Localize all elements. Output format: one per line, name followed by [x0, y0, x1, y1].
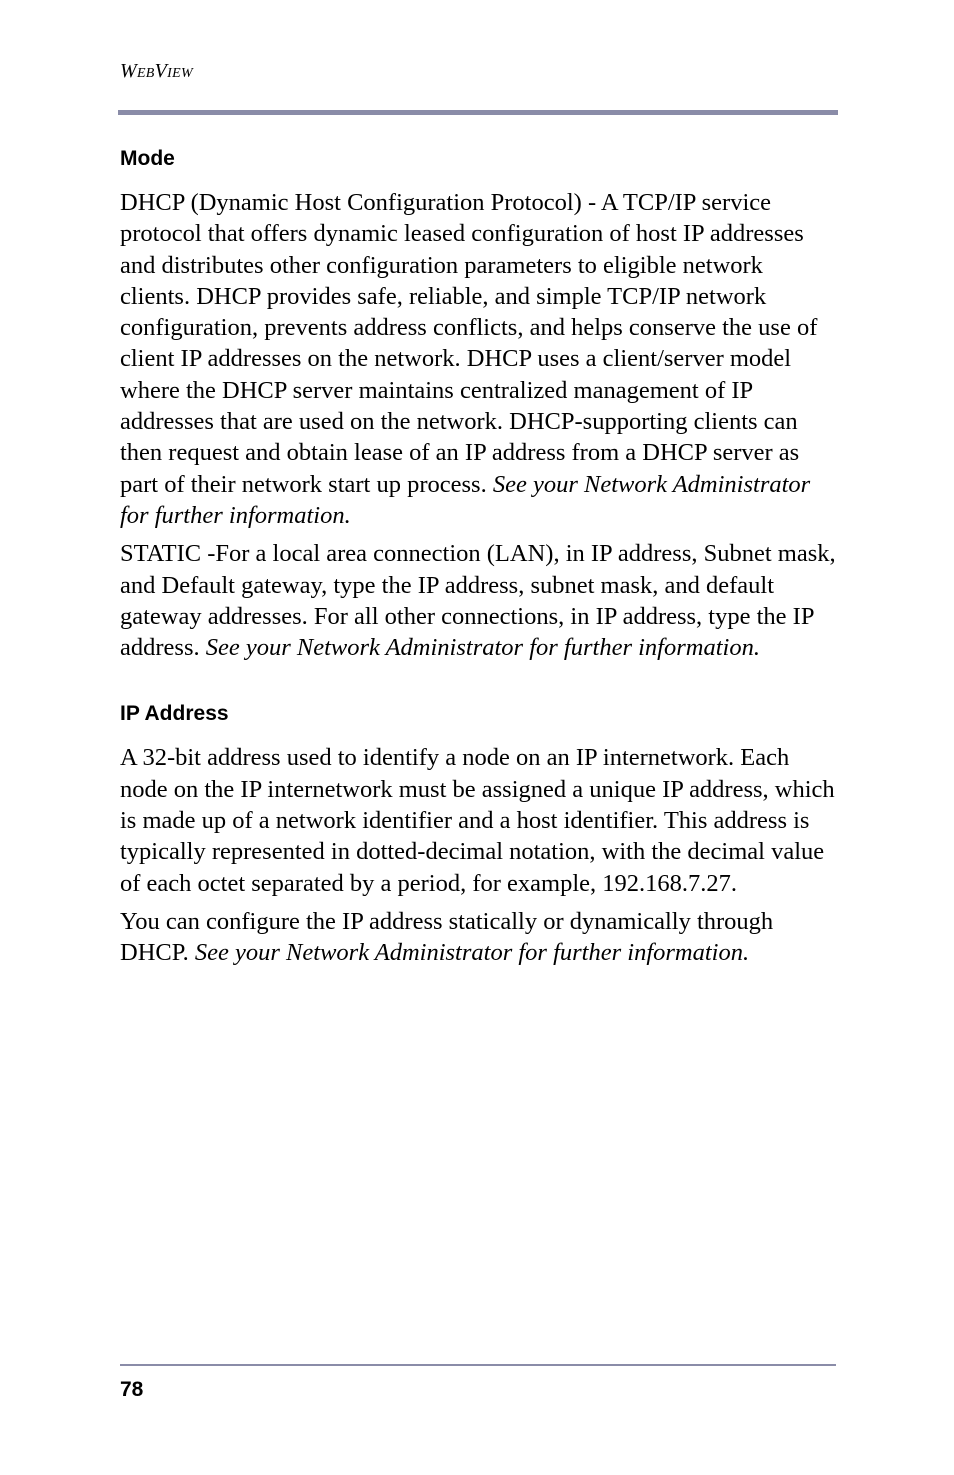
running-header: WebView: [120, 60, 193, 82]
paragraph-text: STATIC -For a local area connection (LAN), in IP address, Subnet mask, and Default gateway, type the IP address, subnet mask, and default gateway addresses. For all other connections, in IP address, type the IP address.: [120, 540, 836, 662]
section-spacer: [120, 670, 836, 698]
ip-address-definition-paragraph: [120, 742, 836, 898]
paragraph-text: A 32-bit address used to identify a node on an IP internetwork. Each node on the IP internetwork must be assigned a unique IP address, which is made up of a network identifier and a host identifier. This address is typically represented in dotted-decimal notation, with the decimal value of each octet separated by a period, for example, 192.168.7.27.: [120, 744, 835, 897]
paragraph-emphasis: See your Network Administrator for further information.: [205, 634, 760, 662]
paragraph-emphasis: See your Network Administrator for further information.: [120, 470, 811, 529]
section-heading-mode: Mode: [120, 147, 175, 170]
paragraph-text: You can configure the IP address statically or dynamically through DHCP.: [120, 907, 774, 967]
ip-address-config-paragraph: [120, 906, 836, 969]
mode-static-paragraph: [120, 538, 836, 663]
page-number: 78: [120, 1378, 144, 1401]
header-rule: [118, 110, 838, 115]
footer-rule: [120, 1364, 836, 1366]
paragraph-text: DHCP (Dynamic Host Configuration Protocol) - A TCP/IP service protocol that offers dynamic leased configuration of host IP addresses and distributes other configuration parameters to eligible network clients. DHCP provides safe, reliable, and simple TCP/IP network configuration, prevents address conflicts, and helps conserve the use of client IP addresses on the network. DHCP uses a client/server model where the DHCP server maintains centralized management of IP addresses that are used on the network. DHCP-supporting clients can then request and obtain lease of an IP address from a DHCP server as part of their network start up process.: [120, 189, 818, 498]
section-heading-ip-address: IP Address: [120, 702, 229, 726]
paragraph-emphasis: See your Network Administrator for further information.: [194, 939, 750, 967]
page-content: [120, 143, 836, 976]
mode-dhcp-paragraph: [120, 187, 836, 531]
